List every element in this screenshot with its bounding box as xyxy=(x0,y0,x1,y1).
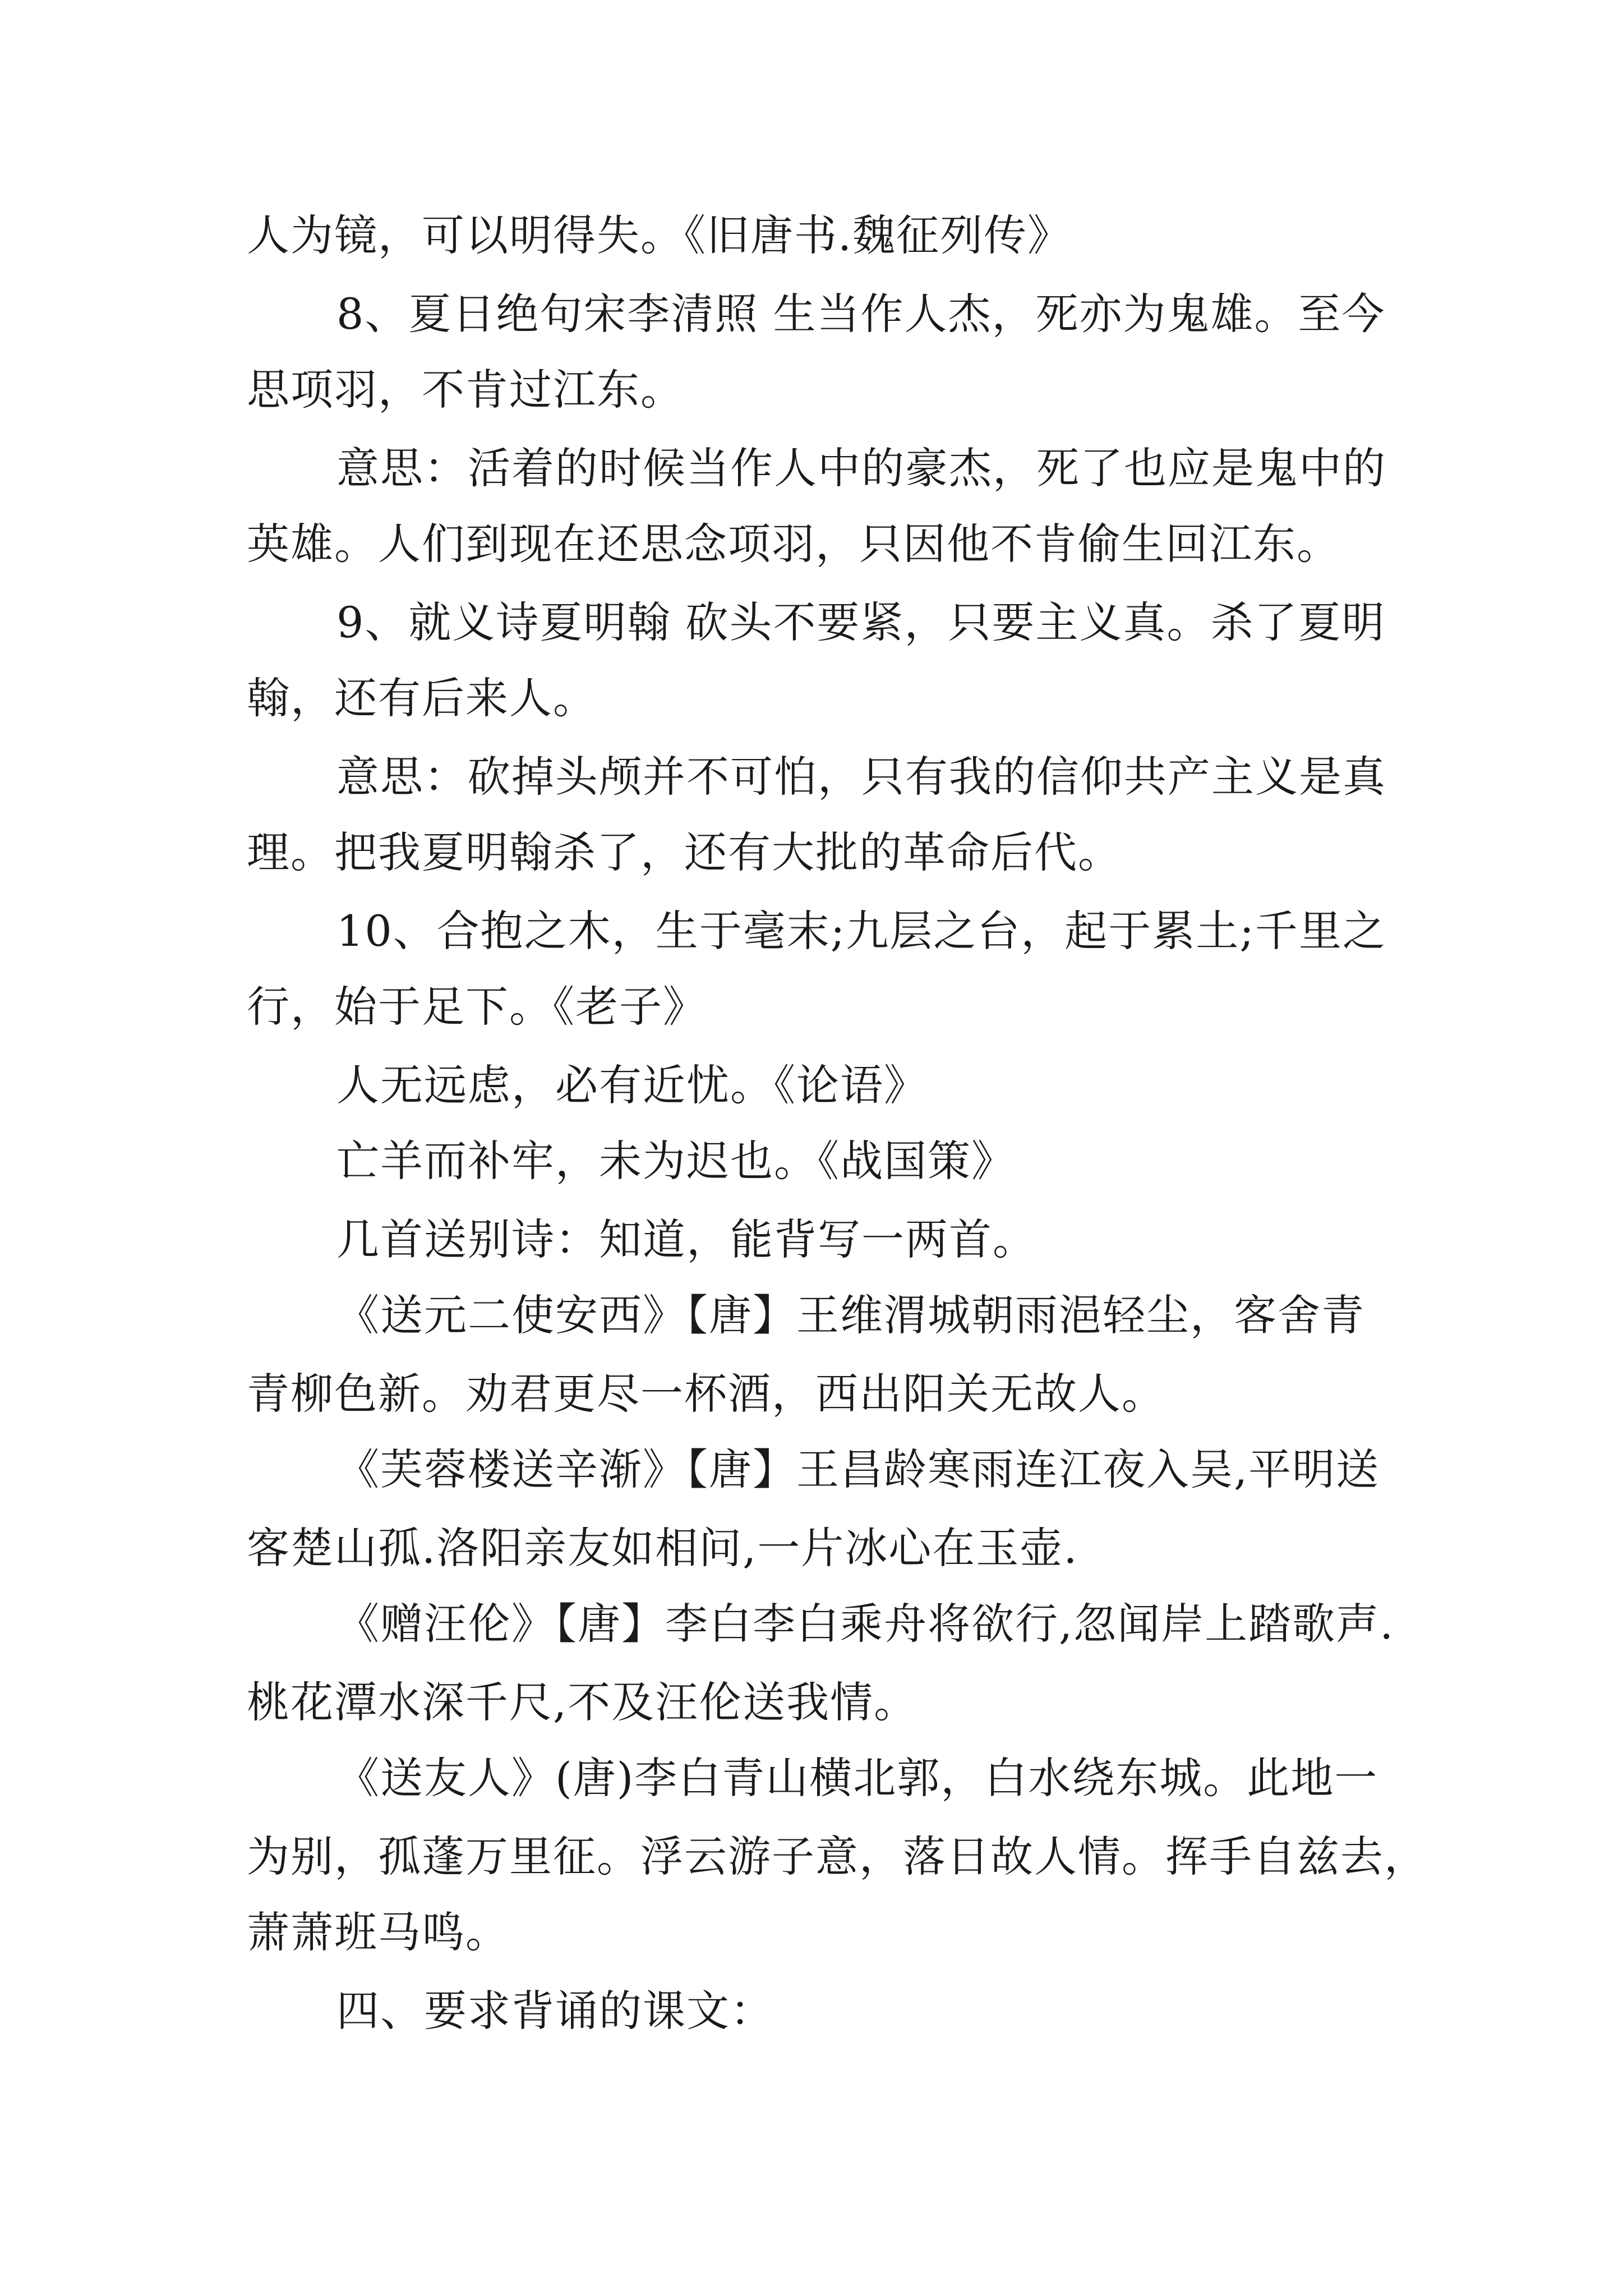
text-line: 《芙蓉楼送辛渐》【唐】王昌龄寒雨连江夜入吴,平明送 xyxy=(336,1444,1380,1494)
text-line: 客楚山孤.洛阳亲友如相问,一片冰心在玉壶. xyxy=(247,1523,1078,1573)
text-line: 青柳色新。劝君更尽一杯酒，西出阳关无故人。 xyxy=(247,1369,1165,1419)
text-line: 《送元二使安西》【唐】王维渭城朝雨浥轻尘，客舍青 xyxy=(336,1290,1365,1340)
text-line: 9、就义诗夏明翰 砍头不要紧，只要主义真。杀了夏明 xyxy=(336,597,1386,647)
text-line: 意思：砍掉头颅并不可怕，只有我的信仰共产主义是真 xyxy=(336,752,1386,802)
text-line: 8、夏日绝句宋李清照 生当作人杰，死亦为鬼雄。至今 xyxy=(336,289,1386,339)
text-line: 理。把我夏明翰杀了，还有大批的革命后代。 xyxy=(247,827,1122,877)
text-line: 几首送别诗：知道，能背写一两首。 xyxy=(336,1214,1036,1264)
text-line: 人无远虑，必有近忧。《论语》 xyxy=(336,1060,928,1110)
text-line: 桃花潭水深千尺,不及汪伦送我情。 xyxy=(247,1677,918,1727)
text-line: 《赠汪伦》【唐】李白李白乘舟将欲行,忽闻岸上踏歌声. xyxy=(336,1599,1395,1649)
text-line: 萧萧班马鸣。 xyxy=(247,1907,509,1957)
text-line: 思项羽，不肯过江东。 xyxy=(247,365,684,415)
text-line: 行，始于足下。《老子》 xyxy=(247,982,707,1032)
text-line: 10、合抱之木，生于毫末;九层之台，起于累土;千里之 xyxy=(336,906,1386,956)
text-line: 亡羊而补牢，未为迟也。《战国策》 xyxy=(336,1136,1015,1186)
text-line: 意思：活着的时候当作人中的豪杰，死了也应是鬼中的 xyxy=(336,443,1386,493)
text-line: 人为镜，可以明得失。《旧唐书.魏征列传》 xyxy=(247,210,1072,260)
text-line: 《送友人》(唐)李白青山横北郭，白水绕东城。此地一 xyxy=(336,1753,1378,1803)
text-line: 翰，还有后来人。 xyxy=(247,673,597,723)
text-line: 为别，孤蓬万里征。浮云游子意，落日故人情。挥手自兹去， xyxy=(247,1832,1428,1881)
text-line: 四、要求背诵的课文： xyxy=(336,1986,774,2036)
text-line: 英雄。人们到现在还思念项羽，只因他不肯偷生回江东。 xyxy=(247,519,1340,569)
